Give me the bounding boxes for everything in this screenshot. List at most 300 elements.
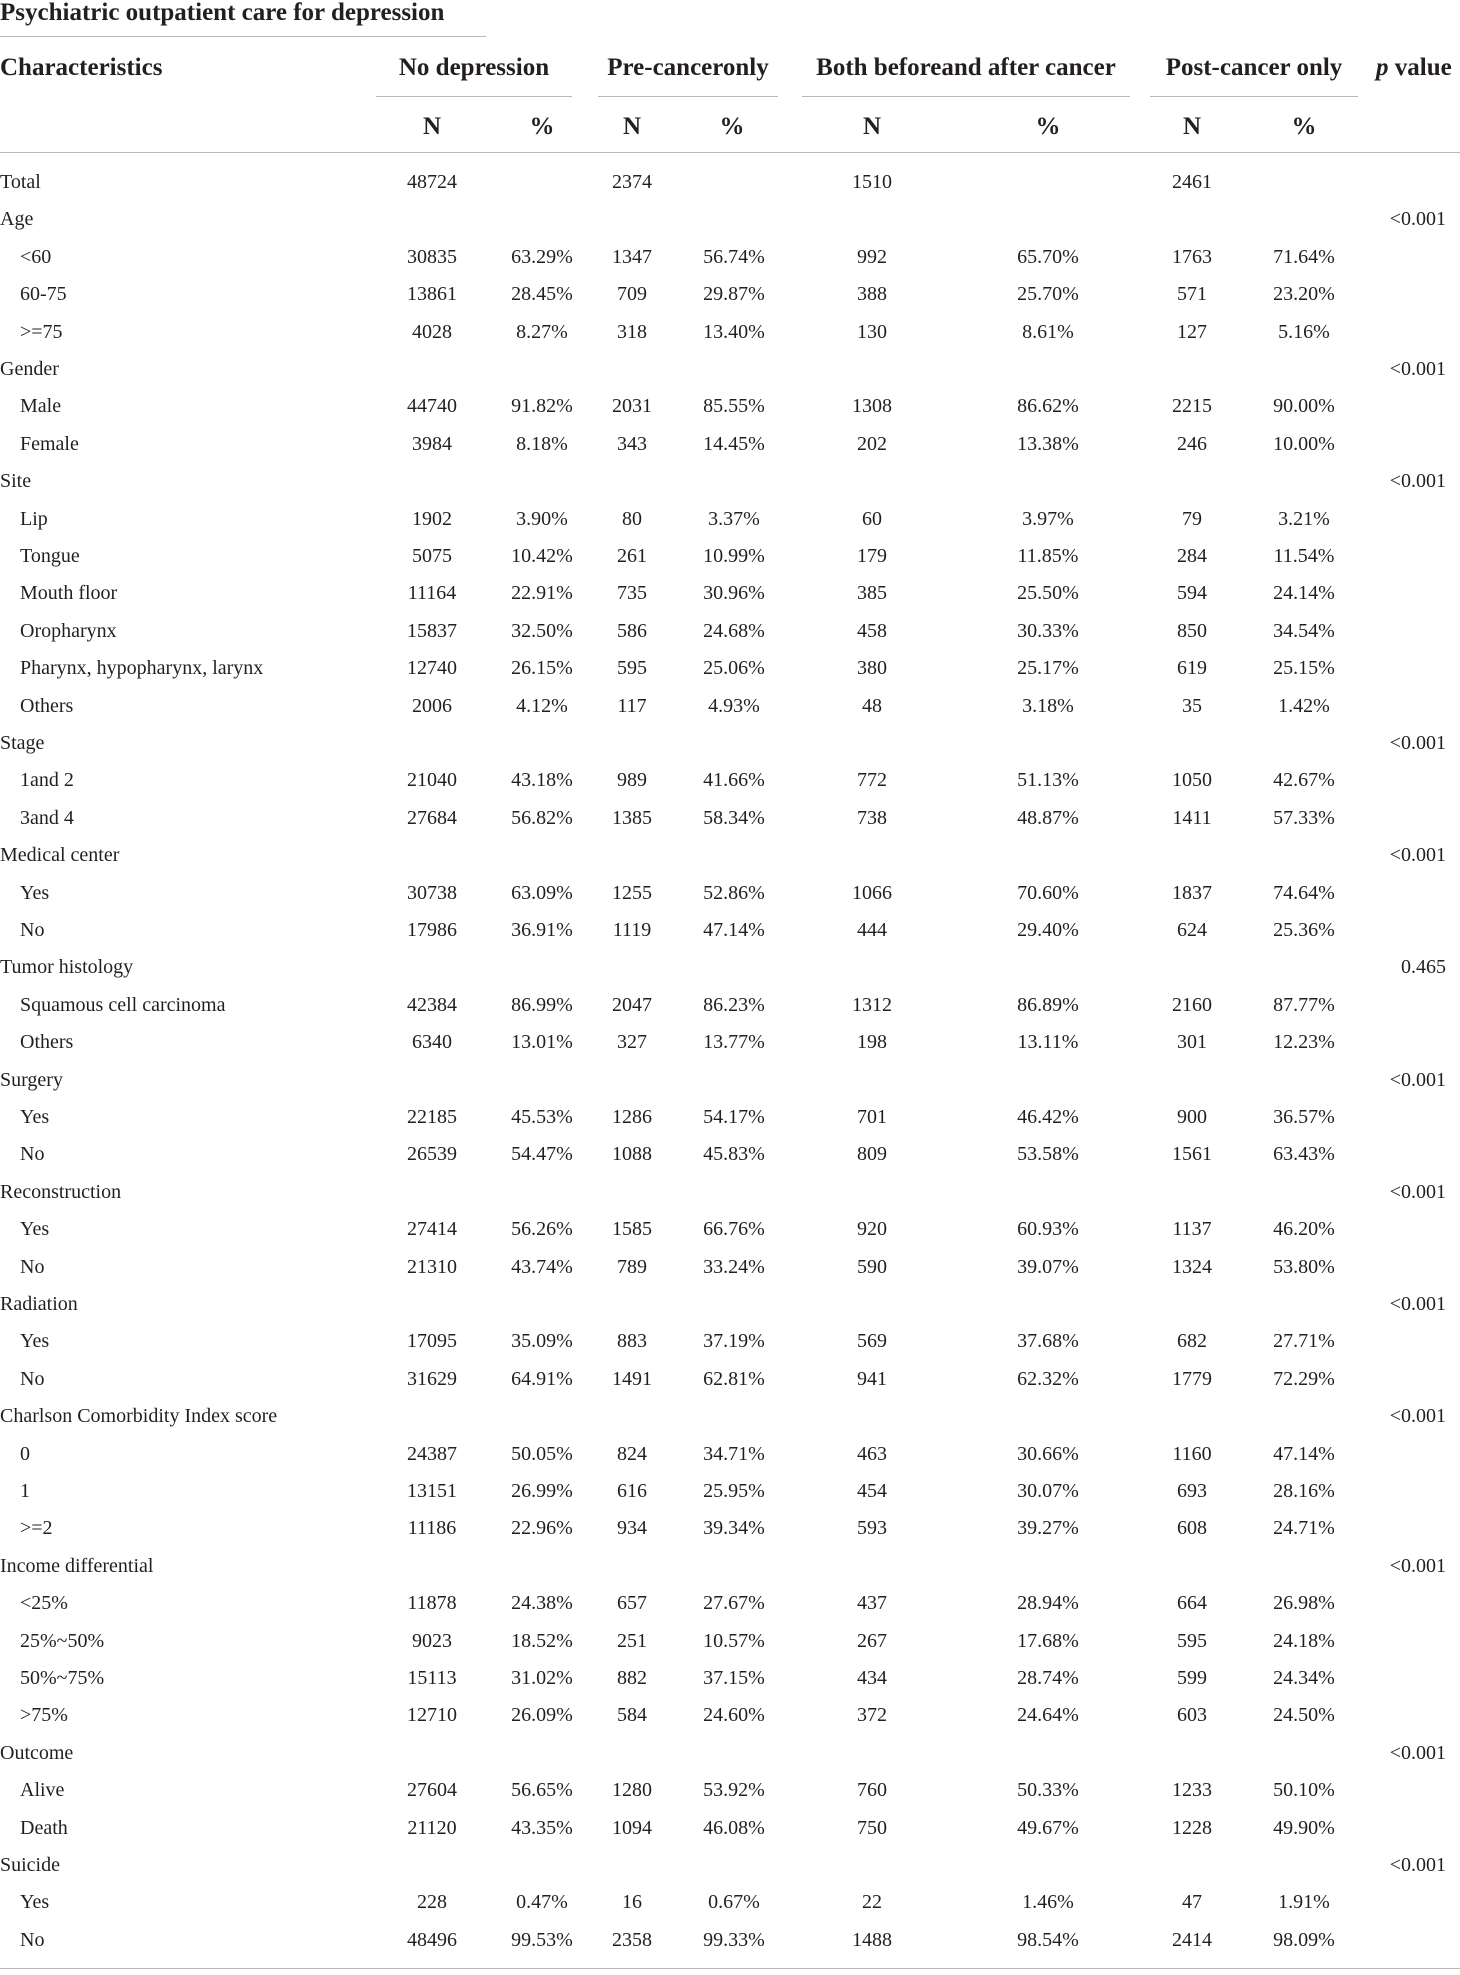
cell-pct: 36.91% — [511, 919, 573, 941]
cell-pct: 24.68% — [703, 619, 765, 642]
cell-pct: 18.52% — [511, 1629, 573, 1652]
cell-pct: 24.60% — [703, 1704, 765, 1727]
cell-pct: 37.68% — [1017, 1330, 1079, 1353]
cell-pct: 13.40% — [703, 320, 765, 343]
cell-n: 48496 — [407, 1928, 457, 1951]
cell-n: 608 — [1177, 1517, 1207, 1540]
table-row — [0, 1105, 1460, 1142]
table-row — [0, 1816, 1460, 1853]
cell-pct: 0.47% — [516, 1891, 568, 1914]
row-label: Suicide — [0, 1854, 60, 1876]
cell-pct: 41.66% — [703, 769, 765, 792]
cell-p-value: <0.001 — [1389, 732, 1446, 754]
row-label: Oropharynx — [20, 619, 117, 642]
cell-n: 1088 — [612, 1143, 652, 1166]
cell-n: 35 — [1182, 694, 1202, 717]
cell-n: 301 — [1177, 1031, 1207, 1054]
cell-pct: 31.02% — [511, 1667, 573, 1689]
cell-pct: 63.29% — [511, 245, 573, 268]
cell-pct: 29.87% — [703, 283, 765, 306]
cell-pct: 90.00% — [1273, 395, 1335, 418]
cell-p-value: <0.001 — [1389, 844, 1446, 867]
row-label: <25% — [20, 1592, 68, 1615]
cell-n: 48724 — [407, 171, 457, 193]
row-label: 1and 2 — [20, 769, 74, 792]
cell-n: 2160 — [1172, 993, 1212, 1016]
cell-pct: 58.34% — [703, 806, 765, 829]
cell-n: 21040 — [407, 769, 457, 792]
cell-pct: 54.17% — [703, 1106, 765, 1128]
cell-n: 1280 — [612, 1779, 652, 1802]
cell-p-value: <0.001 — [1389, 1554, 1446, 1577]
cell-pct: 25.95% — [703, 1480, 765, 1502]
row-label: Medical center — [0, 844, 120, 867]
row-label: Female — [20, 432, 79, 455]
cell-pct: 25.50% — [1017, 582, 1079, 605]
row-label: Age — [0, 208, 34, 231]
cell-n: 15837 — [407, 619, 457, 642]
cell-pct: 32.50% — [511, 619, 573, 642]
table-row — [0, 282, 1460, 319]
table-row — [0, 843, 1460, 880]
cell-n: 2215 — [1172, 395, 1212, 418]
table-row — [0, 1890, 1460, 1927]
cell-n: 79 — [1182, 507, 1202, 530]
cell-pct: 30.07% — [1017, 1480, 1079, 1502]
cell-pct: 37.15% — [703, 1667, 765, 1689]
cell-pct: 56.82% — [511, 806, 573, 829]
cell-pct: 56.65% — [511, 1779, 573, 1802]
cell-n: 3984 — [412, 432, 452, 455]
cell-pct: 99.53% — [511, 1928, 573, 1951]
cell-n: 1255 — [612, 881, 652, 904]
cell-pct: 86.23% — [703, 993, 765, 1016]
cell-pct: 14.45% — [703, 432, 765, 455]
cell-n: 117 — [617, 694, 647, 717]
row-label: Alive — [20, 1779, 65, 1802]
row-label: Total — [0, 171, 41, 193]
table-row — [0, 1554, 1460, 1591]
cell-p-value: <0.001 — [1389, 1293, 1446, 1315]
subheader-n: N — [622, 113, 642, 140]
cell-pct: 43.35% — [511, 1816, 573, 1839]
cell-n: 701 — [857, 1106, 887, 1128]
table-row — [0, 1703, 1460, 1740]
row-label: 50%~75% — [20, 1667, 105, 1689]
cell-pct: 74.64% — [1273, 881, 1335, 904]
cell-p-value: <0.001 — [1389, 1068, 1446, 1091]
cell-n: 595 — [1177, 1629, 1207, 1652]
subheader-pct: % — [1035, 113, 1061, 140]
cell-pct: 65.70% — [1017, 245, 1079, 268]
cell-pct: 66.76% — [703, 1218, 765, 1241]
cell-n: 1324 — [1172, 1255, 1212, 1278]
table-row — [0, 1442, 1460, 1479]
cell-pct: 26.09% — [511, 1704, 573, 1727]
cell-n: 444 — [857, 919, 887, 941]
cell-n: 27414 — [407, 1218, 457, 1241]
table-row — [0, 1479, 1460, 1516]
table-row — [0, 1142, 1460, 1179]
cell-pct: 56.74% — [703, 245, 765, 268]
table-row — [0, 1180, 1460, 1217]
cell-pct: 50.10% — [1273, 1779, 1335, 1802]
cell-p-value: <0.001 — [1389, 208, 1446, 231]
row-label: Yes — [20, 1330, 50, 1353]
cell-n: 437 — [857, 1592, 887, 1615]
cell-n: 454 — [857, 1480, 887, 1502]
cell-pct: 26.98% — [1273, 1592, 1335, 1615]
row-label: 25%~50% — [20, 1629, 105, 1652]
cell-pct: 63.09% — [511, 881, 573, 904]
row-label: Yes — [20, 881, 50, 904]
cell-pct: 24.38% — [511, 1592, 573, 1615]
cell-pct: 1.46% — [1022, 1891, 1074, 1914]
col-header-p-value: p value — [1376, 54, 1452, 81]
cell-pct: 50.05% — [511, 1442, 573, 1465]
row-label: No — [20, 1928, 45, 1951]
cell-n: 1119 — [612, 919, 652, 941]
cell-n: 2031 — [612, 395, 652, 418]
table-row — [0, 1629, 1460, 1666]
row-label: <60 — [20, 245, 52, 268]
cell-pct: 17.68% — [1017, 1629, 1079, 1652]
cell-pct: 3.21% — [1278, 507, 1330, 530]
cell-pct: 1.91% — [1278, 1891, 1330, 1914]
row-label: Yes — [20, 1106, 50, 1128]
row-label: Yes — [20, 1891, 50, 1914]
cell-n: 27684 — [407, 806, 457, 829]
table-row — [0, 1068, 1460, 1105]
subheader-n: N — [862, 113, 882, 140]
row-label: Others — [20, 1031, 74, 1054]
group-header-no-depression: No depression — [398, 54, 550, 81]
cell-p-value: 0.465 — [1401, 956, 1446, 979]
cell-pct: 10.57% — [703, 1629, 765, 1652]
cell-n: 593 — [857, 1517, 887, 1540]
cell-p-value: <0.001 — [1389, 358, 1446, 380]
cell-n: 202 — [857, 432, 887, 455]
group-underline — [802, 96, 1130, 97]
cell-pct: 25.17% — [1017, 657, 1079, 680]
cell-pct: 60.93% — [1017, 1218, 1079, 1241]
table-row — [0, 1030, 1460, 1067]
cell-n: 48 — [862, 694, 882, 717]
cell-pct: 39.27% — [1017, 1517, 1079, 1540]
cell-n: 22185 — [407, 1106, 457, 1128]
cell-n: 17986 — [407, 919, 457, 941]
cell-n: 21120 — [407, 1816, 457, 1839]
row-label: Income differential — [0, 1554, 154, 1577]
table-row — [0, 731, 1460, 768]
table-row — [0, 245, 1460, 282]
cell-pct: 34.54% — [1273, 619, 1335, 642]
cell-pct: 24.64% — [1017, 1704, 1079, 1727]
cell-n: 624 — [1177, 919, 1207, 941]
table-row — [0, 619, 1460, 656]
cell-pct: 26.15% — [511, 657, 573, 680]
row-label: 3and 4 — [20, 806, 74, 829]
table-row — [0, 170, 1460, 207]
cell-pct: 10.00% — [1273, 432, 1335, 455]
cell-n: 26539 — [407, 1143, 457, 1166]
cell-pct: 48.87% — [1017, 806, 1079, 829]
group-underline — [598, 96, 778, 97]
subheader-pct: % — [719, 113, 745, 140]
cell-n: 1233 — [1172, 1779, 1212, 1802]
cell-pct: 24.18% — [1273, 1629, 1335, 1652]
row-label: >75% — [20, 1704, 68, 1727]
cell-pct: 49.90% — [1273, 1816, 1335, 1839]
cell-p-value: <0.001 — [1389, 1405, 1446, 1428]
cell-n: 80 — [622, 507, 642, 530]
row-label: Reconstruction — [0, 1180, 122, 1203]
cell-n: 772 — [857, 769, 887, 792]
cell-n: 1385 — [612, 806, 652, 829]
table-row — [0, 918, 1460, 955]
cell-n: 343 — [617, 432, 647, 455]
row-label: Radiation — [0, 1293, 78, 1315]
cell-n: 251 — [617, 1629, 647, 1652]
cell-n: 1779 — [1172, 1367, 1212, 1390]
cell-pct: 86.89% — [1017, 993, 1079, 1016]
cell-n: 1228 — [1172, 1816, 1212, 1839]
cell-n: 735 — [617, 582, 647, 605]
cell-n: 198 — [857, 1031, 887, 1054]
cell-n: 13861 — [407, 283, 457, 306]
cell-p-value: <0.001 — [1389, 1741, 1446, 1764]
cell-pct: 70.60% — [1017, 881, 1079, 904]
cell-n: 1561 — [1172, 1143, 1212, 1166]
cell-pct: 37.19% — [703, 1330, 765, 1353]
cell-n: 17095 — [407, 1330, 457, 1353]
cell-n: 127 — [1177, 320, 1207, 343]
cell-n: 809 — [857, 1143, 887, 1166]
cell-pct: 46.08% — [703, 1816, 765, 1839]
cell-n: 594 — [1177, 582, 1207, 605]
table-row — [0, 1928, 1460, 1965]
cell-p-value: <0.001 — [1389, 1854, 1446, 1876]
cell-n: 30738 — [407, 881, 457, 904]
subheader-pct: % — [1291, 113, 1317, 140]
table-caption: Psychiatric outpatient care for depression — [0, 0, 486, 37]
cell-pct: 12.23% — [1273, 1031, 1335, 1054]
row-label: Pharynx, hypopharynx, larynx — [20, 657, 264, 680]
cell-n: 47 — [1182, 1891, 1202, 1914]
cell-pct: 45.83% — [703, 1143, 765, 1166]
cell-pct: 47.14% — [1273, 1442, 1335, 1465]
subheader-n: N — [1182, 113, 1202, 140]
cell-n: 1763 — [1172, 245, 1212, 268]
cell-pct: 30.33% — [1017, 619, 1079, 642]
table-row — [0, 1741, 1460, 1778]
cell-pct: 49.67% — [1017, 1816, 1079, 1839]
cell-pct: 45.53% — [511, 1106, 573, 1128]
cell-n: 27604 — [407, 1779, 457, 1802]
cell-pct: 8.18% — [516, 432, 568, 455]
cell-pct: 39.07% — [1017, 1255, 1079, 1278]
row-label: Site — [0, 470, 32, 493]
row-label: Stage — [0, 732, 45, 754]
cell-n: 664 — [1177, 1592, 1207, 1615]
row-label: Outcome — [0, 1741, 74, 1764]
cell-n: 1491 — [612, 1367, 652, 1390]
cell-pct: 62.32% — [1017, 1367, 1079, 1390]
table-row — [0, 694, 1460, 731]
cell-n: 584 — [617, 1704, 647, 1727]
cell-n: 1347 — [612, 245, 652, 268]
cell-pct: 53.92% — [703, 1779, 765, 1802]
table-row — [0, 507, 1460, 544]
cell-n: 1137 — [1172, 1218, 1212, 1241]
cell-pct: 13.01% — [511, 1031, 573, 1054]
cell-n: 1160 — [1172, 1442, 1212, 1465]
cell-p-value: <0.001 — [1389, 470, 1446, 493]
row-label: Death — [20, 1816, 68, 1839]
cell-n: 9023 — [412, 1629, 452, 1652]
cell-pct: 43.74% — [511, 1255, 573, 1278]
cell-pct: 53.80% — [1273, 1255, 1335, 1278]
cell-n: 2358 — [612, 1928, 652, 1951]
row-label: 60-75 — [20, 283, 67, 306]
table-row — [0, 1778, 1460, 1815]
cell-n: 12710 — [407, 1704, 457, 1727]
row-label: >=75 — [20, 320, 63, 343]
cell-n: 2006 — [412, 694, 452, 717]
cell-n: 44740 — [407, 395, 457, 418]
cell-n: 11878 — [407, 1592, 457, 1615]
cell-pct: 99.33% — [703, 1928, 765, 1951]
table-row — [0, 581, 1460, 618]
cell-n: 709 — [617, 283, 647, 306]
cell-pct: 51.13% — [1017, 769, 1079, 792]
cell-n: 12740 — [407, 657, 457, 680]
cell-n: 5075 — [412, 545, 452, 567]
cell-n: 388 — [857, 283, 887, 306]
cell-n: 13151 — [407, 1480, 457, 1502]
cell-pct: 11.54% — [1273, 545, 1335, 567]
cell-pct: 11.85% — [1017, 545, 1079, 567]
table-row — [0, 955, 1460, 992]
cell-pct: 3.97% — [1022, 507, 1074, 530]
cell-n: 15113 — [407, 1667, 457, 1689]
group-header-both-before-after: Both beforeand after cancer — [816, 54, 1116, 81]
cell-pct: 8.61% — [1022, 320, 1074, 343]
cell-n: 31629 — [407, 1367, 457, 1390]
cell-pct: 46.20% — [1273, 1218, 1335, 1241]
cell-n: 11164 — [407, 582, 457, 605]
cell-n: 1286 — [612, 1106, 652, 1128]
cell-pct: 4.93% — [708, 694, 760, 717]
group-header-post-cancer-only: Post-cancer only — [1165, 54, 1343, 81]
cell-pct: 5.16% — [1278, 320, 1330, 343]
cell-pct: 3.18% — [1022, 694, 1074, 717]
group-underline — [1150, 96, 1358, 97]
group-header-pre-cancer-only: Pre-canceronly — [607, 54, 769, 81]
table-row — [0, 1853, 1460, 1890]
cell-n: 599 — [1177, 1667, 1207, 1689]
cell-pct: 28.94% — [1017, 1592, 1079, 1615]
cell-pct: 28.74% — [1017, 1667, 1079, 1689]
cell-pct: 91.82% — [511, 395, 573, 418]
cell-n: 2374 — [612, 171, 652, 193]
cell-pct: 57.33% — [1273, 806, 1335, 829]
table-row — [0, 357, 1460, 394]
cell-n: 1308 — [852, 395, 892, 418]
row-label: No — [20, 1143, 45, 1166]
subheader-pct: % — [529, 113, 555, 140]
cell-n: 616 — [617, 1480, 647, 1502]
cell-n: 463 — [857, 1442, 887, 1465]
table-row — [0, 469, 1460, 506]
cell-pct: 24.50% — [1273, 1704, 1335, 1727]
row-label: 0 — [20, 1442, 30, 1465]
row-label: 1 — [20, 1480, 30, 1502]
header-rule — [0, 152, 1460, 153]
cell-pct: 87.77% — [1273, 993, 1335, 1016]
cell-pct: 46.42% — [1017, 1106, 1079, 1128]
cell-n: 1094 — [612, 1816, 652, 1839]
cell-pct: 53.58% — [1017, 1143, 1079, 1166]
cell-pct: 30.96% — [703, 582, 765, 605]
cell-pct: 26.99% — [511, 1480, 573, 1502]
cell-n: 327 — [617, 1031, 647, 1054]
cell-pct: 27.71% — [1273, 1330, 1335, 1353]
cell-n: 6340 — [412, 1031, 452, 1054]
cell-n: 246 — [1177, 432, 1207, 455]
row-label: Squamous cell carcinoma — [20, 993, 226, 1016]
cell-pct: 25.36% — [1273, 919, 1335, 941]
cell-pct: 25.70% — [1017, 283, 1079, 306]
cell-n: 21310 — [407, 1255, 457, 1278]
cell-pct: 24.71% — [1273, 1517, 1335, 1540]
cell-pct: 98.09% — [1273, 1928, 1335, 1951]
row-label: No — [20, 1255, 45, 1278]
cell-n: 586 — [617, 619, 647, 642]
cell-n: 619 — [1177, 657, 1207, 680]
table-row — [0, 1217, 1460, 1254]
cell-pct: 25.06% — [703, 657, 765, 680]
row-label: Lip — [20, 507, 48, 530]
cell-n: 603 — [1177, 1704, 1207, 1727]
cell-pct: 62.81% — [703, 1367, 765, 1390]
cell-pct: 42.67% — [1273, 769, 1335, 792]
cell-n: 30835 — [407, 245, 457, 268]
row-label: No — [20, 1367, 45, 1390]
cell-n: 130 — [857, 320, 887, 343]
group-underline — [376, 96, 572, 97]
cell-n: 22 — [862, 1891, 882, 1914]
row-label: >=2 — [20, 1517, 53, 1540]
table-row — [0, 432, 1460, 469]
cell-pct: 63.43% — [1273, 1143, 1335, 1166]
table-row — [0, 320, 1460, 357]
col-header-characteristics: Characteristics — [0, 54, 163, 81]
row-label: Gender — [0, 358, 59, 380]
cell-n: 992 — [857, 245, 887, 268]
cell-n: 2461 — [1172, 171, 1212, 193]
table-row — [0, 1516, 1460, 1553]
cell-pct: 54.47% — [511, 1143, 573, 1166]
cell-pct: 10.42% — [511, 545, 573, 567]
row-label: No — [20, 919, 45, 941]
row-label: Others — [20, 694, 74, 717]
row-label: Tumor histology — [0, 956, 134, 979]
cell-n: 850 — [1177, 619, 1207, 642]
cell-n: 571 — [1177, 283, 1207, 306]
cell-n: 380 — [857, 657, 887, 680]
cell-pct: 28.16% — [1273, 1480, 1335, 1502]
